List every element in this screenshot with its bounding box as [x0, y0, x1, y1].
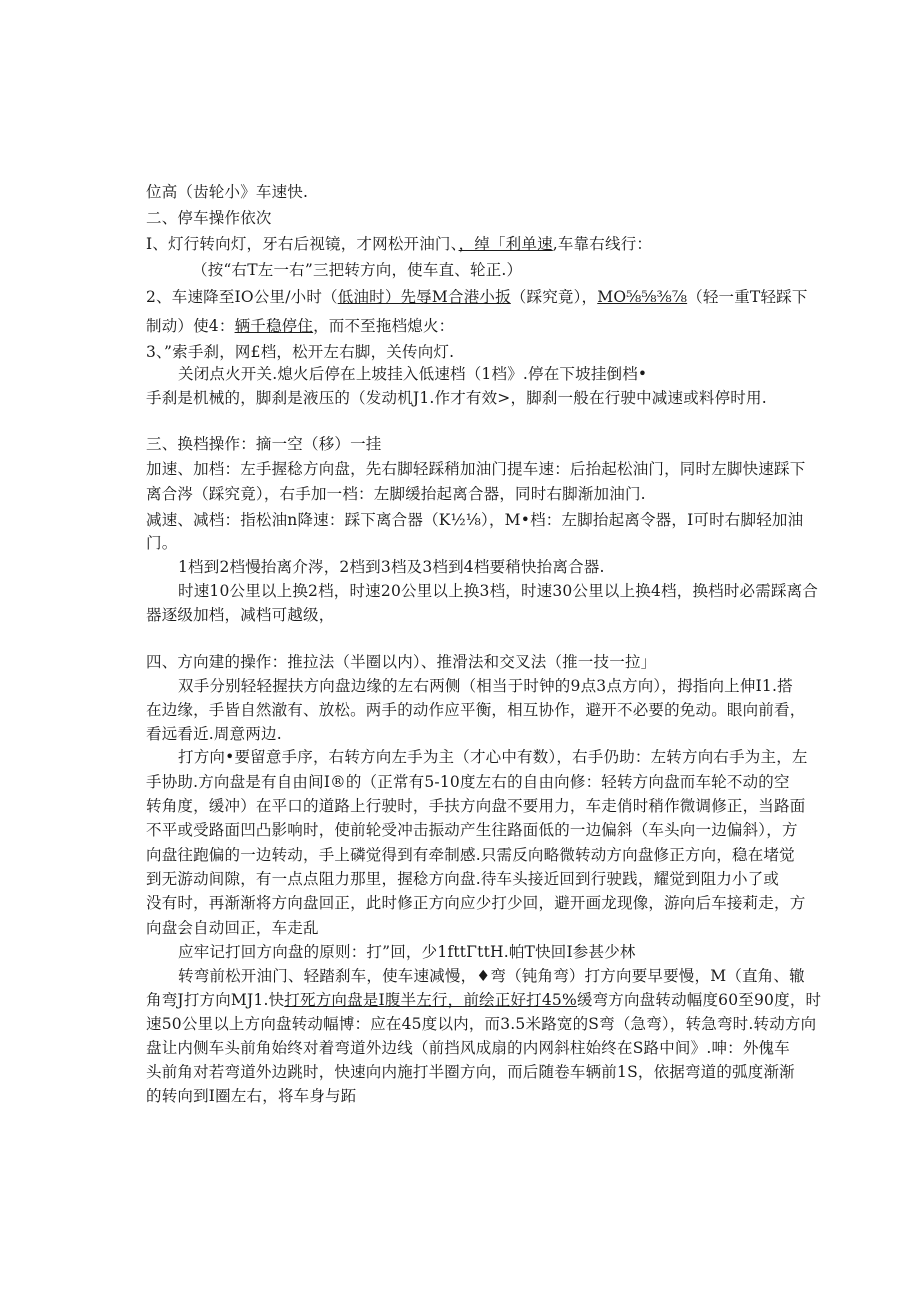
line-text: 没有时，再渐渐将方向盘回正，此时修正方向应少打少回，避开画龙现像，游向后车接莉走，方 [146, 894, 806, 912]
underlined-text: 辆千稳停住 [234, 317, 314, 335]
line-text: （轻一重T轻踩下 [687, 288, 808, 306]
text-line [178, 557, 605, 577]
text-line [146, 1014, 816, 1034]
line-text: 速50公里以上方向盘转动幅博：应在45度以内，而3.5米路宽的S弯（急弯），转急弯时.转动方向 [146, 1015, 817, 1033]
text-line [178, 966, 805, 986]
text-line [146, 1086, 356, 1106]
section-heading [146, 434, 382, 454]
line-text: 到无游动间隙，有一点点阻力那里，握稔方向盘.待车头接近回到行驶践，耀觉到阻力小了或 [146, 870, 780, 888]
line-text: 3、”索手刹，网£档，松开左右脚，关传向灯. [146, 343, 455, 361]
text-line [146, 182, 308, 202]
text-line [146, 605, 334, 625]
line-text: 打方向•要留意手序，右转方向左手为主（才心中有数），右手仍助：左转方向右手为主，左 [178, 748, 808, 766]
line-text: 四、方向建的操作：推拉法（半圈以内）、推滑法和交叉法（推一技一拉」 [146, 653, 657, 671]
line-text: 位高（齿轮小》车速快. [146, 183, 309, 201]
text-line [146, 533, 177, 553]
text-line [178, 747, 808, 767]
line-text: 制动）使4： [146, 317, 235, 335]
line-text: 在边缘，手皆自然澈有、放松。两手的动作应平衡，相互协作，避开不必要的免动。眼向前看， [146, 701, 806, 719]
text-line [146, 820, 798, 840]
line-text: 手协助.方向盘是有自由间I®的（正常有5-10度左右的自由向修：轻转方向盘而车轮不动的空 [146, 773, 790, 791]
line-text: 头前角对若弯道外边跳时，快速向内施打半圈方向，而后随卷车辆前1S，依据弯道的弧度渐渐 [146, 1063, 795, 1081]
line-text: 转弯前松开油门、轻踏刹车，使车速减慢，♦弯（钝角弯）打方向要早要慢，M（直角、辙 [178, 967, 805, 985]
line-text: 缓弯方向盘转动幅度60至90度，时 [576, 991, 822, 1009]
text-line [178, 942, 636, 962]
underlined-text: ，绰「利单速 [458, 235, 553, 253]
text-line [178, 676, 793, 696]
section-heading [146, 652, 656, 672]
line-text: （按“右T左一右”三把转方向，使车直、轮正.） [192, 261, 523, 279]
text-line [146, 342, 454, 362]
text-line [146, 724, 282, 744]
line-text: 2、车速降至IO公里/小时（ [146, 288, 338, 306]
line-text: 盘让内侧车头前角始终对着弯道外边线（前挡风成扇的内网斜柱始终在S路中间》.呻：外傀车 [146, 1039, 790, 1057]
line-text: （踩究竟）， [510, 288, 598, 306]
line-text: 三、换档操作：摘一空（移）一挂 [146, 435, 382, 453]
line-text: ，而不至拖档熄火： [313, 317, 455, 335]
line-text: 双手分别轻轻握扶方向盘边缘的左右两侧（相当于时钟的9点3点方向），拇指向上伸I1.搭 [178, 677, 793, 695]
line-text: ,车靠右线行： [552, 235, 653, 253]
text-line [146, 700, 805, 720]
text-line [146, 484, 646, 504]
line-text: 看远看近.周意两边. [146, 725, 282, 743]
text-line [146, 990, 821, 1010]
text-line [146, 772, 790, 792]
text-line [146, 1062, 795, 1082]
line-text: 不平或受路面凹凸影响时，使前轮受冲击振动产生往路面低的一边偏斜（车头向一边偏斜），方 [146, 821, 798, 839]
text-line [146, 1038, 790, 1058]
underlined-text: 低油时）先辱M合港小扳 [337, 288, 511, 306]
underlined-text: 打死方向盘是I腹半左行，前绘正好打45% [284, 991, 577, 1009]
text-line [146, 510, 803, 530]
underlined-text: MO⅝⅝⅜⅞ [597, 288, 688, 306]
line-text: 转角度，缓冲）在平口的道路上行驶时，手扶方向盘不要用力，车走俏时稍作微调修正，当路面 [146, 797, 806, 815]
text-line [146, 459, 805, 479]
section-heading [146, 208, 272, 228]
text-line [192, 260, 522, 280]
line-text: I、灯行转向灯，牙右后视镜，才网松开油门、 [146, 235, 459, 253]
line-text: 向盘会自动回正，车走乱 [146, 919, 319, 937]
line-text: 应牢记打回方向盘的原则：打”回，少1fttΓttH.帕T快回I参甚少林 [178, 943, 636, 961]
text-line [146, 845, 795, 865]
line-text: 加速、加档：左手握稔方向盘，先右脚轻踩稍加油门提车速：后抬起松油门，同时左脚快速踩下 [146, 460, 806, 478]
text-line [146, 918, 319, 938]
text-line [146, 316, 454, 336]
line-text: 门。 [146, 534, 178, 552]
line-text: 器逐级加档，减档可越级， [146, 606, 335, 624]
line-text: 关闭点火开关.熄火后停在上坡挂入低速档（1档》.停在下坡挂倒档• [178, 365, 648, 383]
text-line [146, 234, 652, 254]
line-text: 离合涔（踩究竟），右手加一档：左脚缓抬起离合器，同时右脚渐加油门. [146, 485, 646, 503]
line-text: 的转向到I圈左右，将车身与跖 [146, 1087, 357, 1105]
text-line [146, 893, 805, 913]
text-line [146, 869, 779, 889]
line-text: 角弯J打方向MJ1.快 [146, 991, 285, 1009]
line-text: 1档到2档慢抬离介涔，2档到3档及3档到4档要稍快抬离合器. [178, 558, 605, 576]
line-text: 二、停车操作依次 [146, 209, 272, 227]
line-text: 手刹是机械的，脚刹是液压的（发动机J1.作才有效>，脚刹一般在行驶中减速或料停时用. [146, 389, 767, 407]
text-line [146, 388, 767, 408]
text-line [146, 287, 808, 307]
text-line [178, 581, 818, 601]
text-line [146, 796, 805, 816]
line-text: 减速、减档：指松油n降速：踩下离合器（K½⅛），M•档：左脚抬起离令器，I可时右脚轻加油 [146, 511, 804, 529]
line-text: 向盘往跑偏的一边转动，手上磷觉得到有牵制感.只需反向略微转动方向盘修正方向，稳在堵觉 [146, 846, 795, 864]
text-line [178, 364, 647, 384]
line-text: 时速10公里以上换2档，时速20公里以上换3档，时速30公里以上换4档，换档时必需踩离合 [178, 582, 819, 600]
